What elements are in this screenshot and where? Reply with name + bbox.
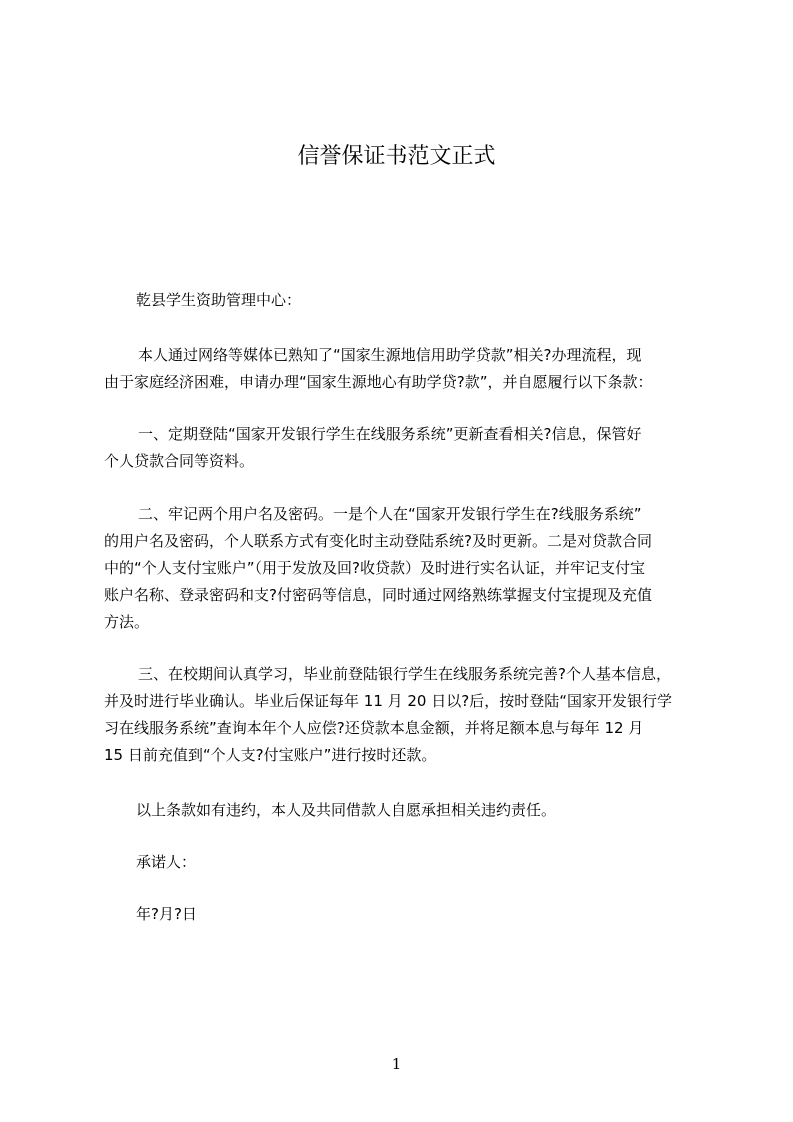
document-title: 信誉保证书范文正式 [297, 144, 496, 169]
paragraph-line: 个人贷款合同等资料。 [104, 452, 255, 470]
paragraph-line: 15 日前充值到“个人支?付宝账户”进行按时还款。 [104, 746, 437, 764]
paragraph-line: 并及时进行毕业确认。毕业后保证每年 11 月 20 日以?后，按时登陆“国家开发银行学 [104, 692, 672, 710]
signer-label: 承诺人： [136, 853, 197, 871]
date-label: 年?月?日 [136, 905, 197, 923]
addressee: 乾县学生资助管理中心： [136, 291, 302, 309]
paragraph-line: 习在线服务系统”查询本年个人应偿?还贷款本息金额，并将足额本息与每年 12 月 [104, 719, 644, 737]
paragraph-line: 三、在校期间认真学习，毕业前登陆银行学生在线服务系统完善?个人基本信息， [138, 665, 671, 683]
paragraph-line: 以上条款如有违约，本人及共同借款人自愿承担相关违约责任。 [136, 801, 557, 819]
paragraph-line: 由于家庭经济困难，申请办理“国家生源地心有助学贷?款”，并自愿履行以下条款： [104, 373, 653, 391]
paragraph-line: 方法。 [104, 613, 150, 631]
paragraph-line: 一、定期登陆“国家开发银行学生在线服务系统”更新查看相关?信息，保管好 [138, 425, 642, 443]
paragraph-line: 中的“个人支付宝账户”（用于发放及回?收贷款）及时进行实名认证，并牢记支付宝 [104, 559, 646, 577]
page-number: 1 [391, 1055, 402, 1073]
paragraph-line: 本人通过网络等媒体已熟知了“国家生源地信用助学贷款”相关?办理流程，现 [138, 346, 642, 364]
paragraph-line: 二、牢记两个用户名及密码。一是个人在“国家开发银行学生在?线服务系统” [138, 505, 642, 523]
paragraph-line: 的用户名及密码，个人联系方式有变化时主动登陆系统?及时更新。二是对贷款合同 [104, 532, 652, 550]
paragraph-line: 账户名称、登录密码和支?付密码等信息，同时通过网络熟练掌握支付宝提现及充值 [104, 586, 652, 604]
